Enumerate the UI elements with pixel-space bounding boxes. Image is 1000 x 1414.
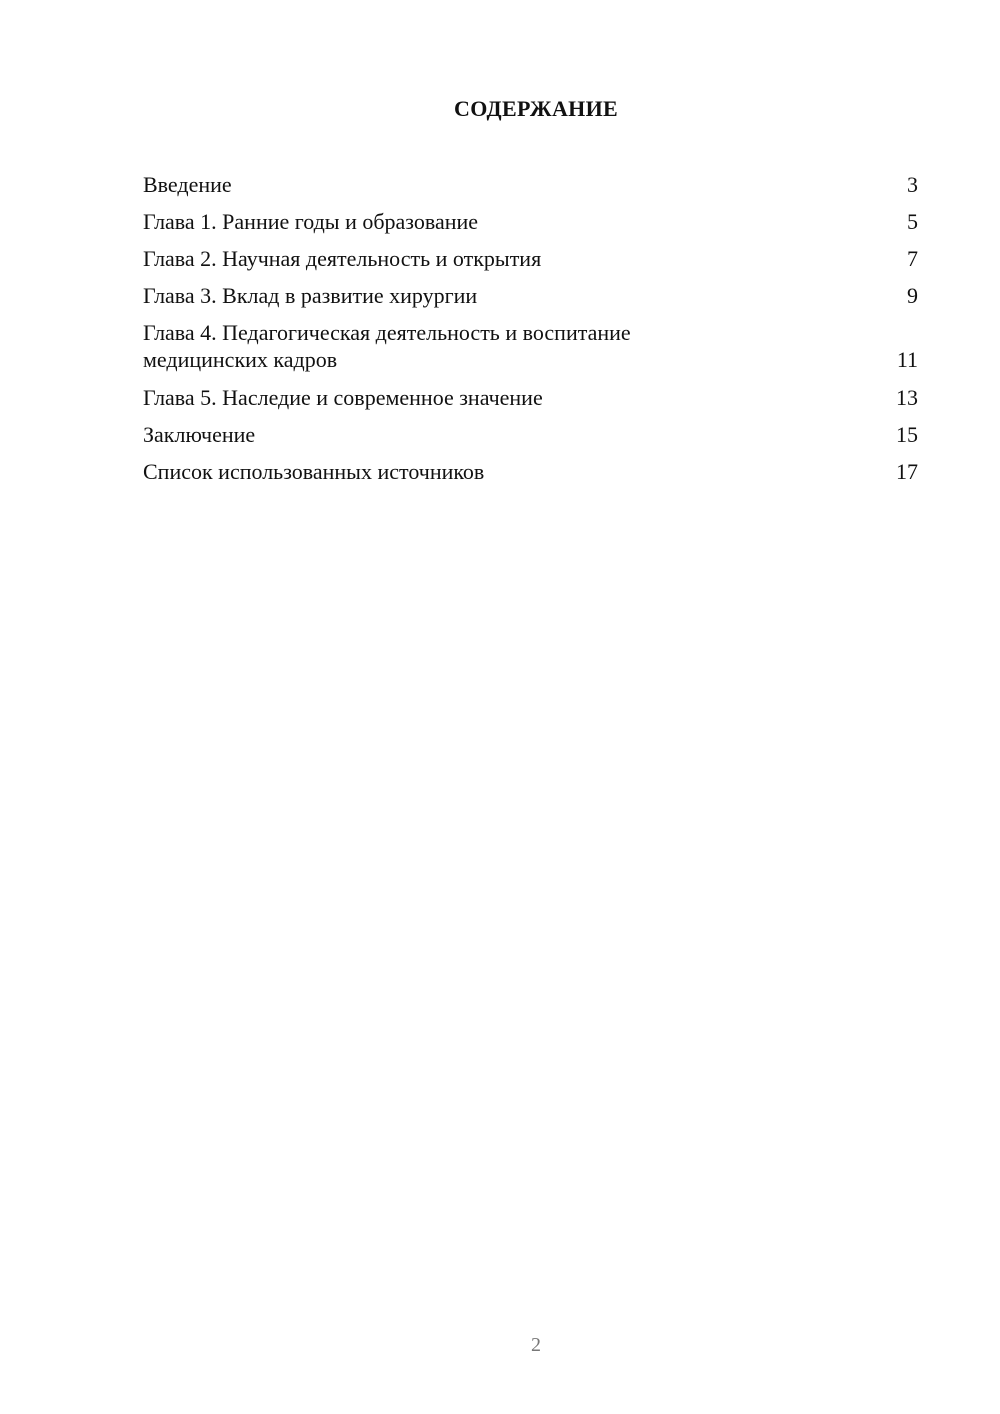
toc-entry-label: Заключение <box>143 422 256 447</box>
toc-entry-page: 3 <box>907 172 918 197</box>
toc-entry-page: 9 <box>907 283 918 308</box>
toc-entry-page: 13 <box>896 385 918 410</box>
toc-entry-page: 17 <box>896 459 918 484</box>
toc-entry-label: Введение <box>143 172 232 197</box>
toc-entry-label: Глава 5. Наследие и современное значение <box>143 385 543 410</box>
toc-entry-page: 15 <box>896 422 918 447</box>
toc-entry-references[interactable] <box>143 458 918 485</box>
toc-entry-conclusion[interactable] <box>143 421 918 448</box>
toc-entry-label: Глава 1. Ранние годы и образование <box>143 209 479 234</box>
toc-title: СОДЕРЖАНИЕ <box>454 96 618 121</box>
toc-entry-label: Глава 3. Вклад в развитие хирургии <box>143 283 478 308</box>
toc-entry-introduction[interactable] <box>143 171 918 198</box>
toc-entry-chapter-5[interactable] <box>143 384 918 411</box>
toc-entry-chapter-1[interactable] <box>143 208 918 235</box>
toc-entry-label: Глава 4. Педагогическая деятельность и воспитание медицинских кадров <box>143 320 631 372</box>
toc-entry-page: 5 <box>907 209 918 234</box>
toc-entry-label: Глава 2. Научная деятельность и открытия <box>143 246 542 271</box>
page-number: 2 <box>531 1334 541 1356</box>
toc-entry-chapter-2[interactable] <box>143 245 918 272</box>
toc-entry-page: 7 <box>907 246 918 271</box>
toc-entry-label: Список использованных источников <box>143 459 485 484</box>
toc-entry-page: 11 <box>896 347 918 372</box>
toc-entry-chapter-3[interactable] <box>143 282 918 309</box>
toc-entry-chapter-4[interactable] <box>143 319 918 373</box>
